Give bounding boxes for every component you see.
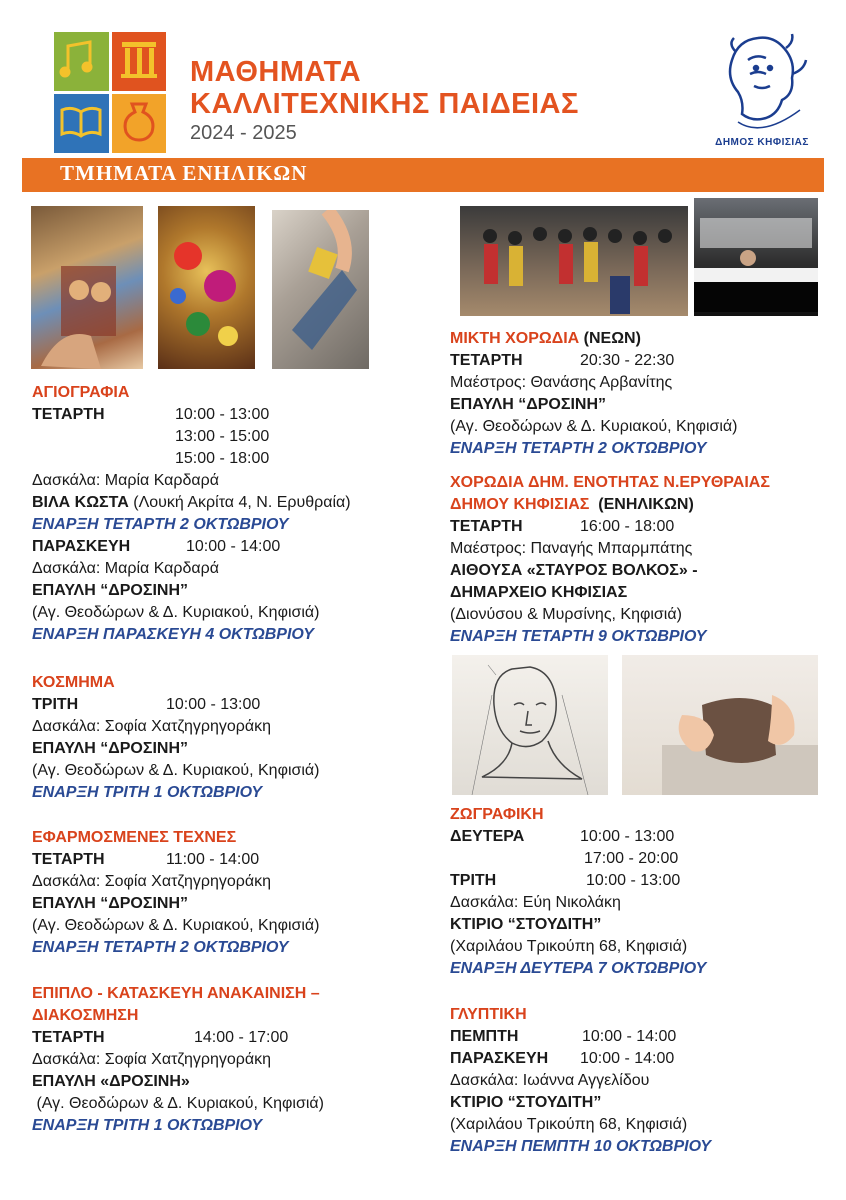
venue: ΒΙΛΑ ΚΩΣΤΑ [32,494,129,511]
applied-arts-photo [272,210,369,369]
time: 11:00 - 14:00 [166,851,260,868]
theatre-column-icon [112,32,167,91]
time: 17:00 - 20:00 [584,850,679,867]
day: ΤΕΤΑΡΤΗ [450,518,523,535]
day: ΔΕΥΤΕΡΑ [450,828,525,845]
time: 10:00 - 14:00 [186,538,281,555]
venue-address: (Αγ. Θεοδώρων & Δ. Κυριακού, Κηφισιά) [32,762,320,779]
maestro: Μαέστρος: Παναγής Μπαρμπάτης [450,540,693,557]
section-title: ΕΦΑΡΜΟΣΜΕΝΕΣ ΤΕΧΝΕΣ [32,829,237,846]
day: ΤΕΤΑΡΤΗ [32,851,105,868]
venue-cont: ΔΗΜΑΡΧΕΙΟ ΚΗΦΙΣΙΑΣ [450,584,628,601]
venue: ΕΠΑΥΛΗ “ΔΡΟΣΙΝΗ” [32,895,188,912]
music-notes-icon [54,32,109,91]
venue: ΕΠΑΥΛΗ “ΔΡΟΣΙΝΗ” [32,740,188,757]
start-date: ΕΝΑΡΞΗ ΤΕΤΑΡΤΗ 2 ΟΚΤΩΒΡΙΟΥ [450,440,707,457]
venue: ΚΤΙΡΙΟ “ΣΤΟΥΔΙΤΗ” [450,916,602,933]
start-date: ΕΝΑΡΞΗ ΠΑΡΑΣΚΕΥΗ 4 ΟΚΤΩΒΡΙΟΥ [32,626,314,643]
schedule-row [32,404,432,426]
time: 16:00 - 18:00 [580,518,675,535]
venue: ΕΠΑΥΛΗ “ΔΡΟΣΙΝΗ” [32,582,188,599]
time: 15:00 - 18:00 [175,450,270,467]
venue: ΕΠΑΥΛΗ “ΔΡΟΣΙΝΗ” [450,396,606,413]
title-line-1: ΜΑΘΗΜΑΤΑ [190,56,362,88]
section-xorodia [450,328,830,460]
maestro: Μαέστρος: Θανάσης Αρβανίτης [450,374,673,391]
municipality-name: ΔΗΜΟΣ ΚΗΦΙΣΙΑΣ [715,137,809,148]
section-title-cont: ΔΗΜΟΥ ΚΗΦΙΣΙΑΣ [450,496,590,513]
start-date: ΕΝΑΡΞΗ ΤΡΙΤΗ 1 ΟΚΤΩΒΡΙΟΥ [32,784,263,801]
schedule-row [32,849,432,871]
venue: ΑΙΘΟΥΣΑ «ΣΤΑΥΡΟΣ ΒΟΛΚΟΣ» - [450,562,698,579]
time: 10:00 - 14:00 [582,1028,677,1045]
day: ΠΑΡΑΣΚΕΥΗ [32,538,131,555]
section-xorodia-erythraia [450,472,830,648]
teacher: Δασκάλα: Σοφία Χατζηγρηγοράκη [32,1051,272,1068]
day: ΠΕΜΠΤΗ [450,1028,519,1045]
section-title: ΖΩΓΡΑΦΙΚΗ [450,806,544,823]
start-date: ΕΝΑΡΞΗ ΤΕΤΑΡΤΗ 9 ΟΚΤΩΒΡΙΟΥ [450,628,707,645]
day: ΠΑΡΑΣΚΕΥΗ [450,1050,549,1067]
iconography-photo [31,206,143,369]
teacher: Δασκάλα: Μαρία Καρδαρά [32,560,220,577]
schedule-row [450,1048,830,1070]
start-date: ΕΝΑΡΞΗ ΠΕΜΠΤΗ 10 ΟΚΤΩΒΡΙΟΥ [450,1138,712,1155]
teacher: Δασκάλα: Ιωάννα Αγγελίδου [450,1072,650,1089]
venue-address: (Διονύσου & Μυρσίνης, Κηφισιά) [450,606,682,623]
section-glyptiki [450,1004,830,1158]
title-line-2: ΚΑΛΛΙΤΕΧΝΙΚΗΣ ΠΑΙΔΕΙΑΣ [190,88,579,120]
venue-line [32,492,432,514]
municipality-seal-icon [708,30,816,152]
venue-address: (Αγ. Θεοδώρων & Δ. Κυριακού, Κηφισιά) [450,418,738,435]
schedule-row [32,426,432,448]
venue: ΕΠΑΥΛΗ «ΔΡΟΣΙΝΗ» [32,1073,190,1090]
schedule-row [32,536,432,558]
schedule-row [450,350,830,372]
teacher: Δασκάλα: Σοφία Χατζηγρηγοράκη [32,873,272,890]
teacher: Δασκάλα: Σοφία Χατζηγρηγοράκη [32,718,272,735]
section-title: ΕΠΙΠΛΟ - ΚΑΤΑΣΚΕΥΗ ΑΝΑΚΑΙΝΙΣΗ – [32,985,320,1002]
section-banner [22,158,824,192]
start-date: ΕΝΑΡΞΗ ΤΡΙΤΗ 1 ΟΚΤΩΒΡΙΟΥ [32,1117,263,1134]
schedule-row [450,870,830,892]
section-title-line [450,494,830,516]
time: 10:00 - 13:00 [166,696,261,713]
section-title: ΑΓΙΟΓΡΑΦΙΑ [32,384,130,401]
section-epiplo [32,983,432,1137]
page-title [190,56,579,120]
day: ΤΡΙΤΗ [450,872,497,889]
section-title: ΚΟΣΜΗΜΑ [32,674,115,691]
venue: ΚΤΙΡΙΟ “ΣΤΟΥΔΙΤΗ” [450,1094,602,1111]
section-title: ΓΛΥΠΤΙΚΗ [450,1006,527,1023]
section-title-suffix: (ΕΝΗΛΙΚΩΝ) [589,496,694,513]
section-title-cont: ΔΙΑΚΟΣΜΗΣΗ [32,1007,139,1024]
time: 10:00 - 13:00 [586,872,681,889]
schedule-row [32,694,432,716]
venue-address: (Αγ. Θεοδώρων & Δ. Κυριακού, Κηφισιά) [32,1095,324,1112]
schedule-row [450,826,830,848]
schedule-row [450,848,830,870]
time: 14:00 - 17:00 [194,1029,289,1046]
section-efarmosmenes [32,827,432,959]
vase-icon [112,94,167,153]
time: 10:00 - 14:00 [580,1050,675,1067]
piano-photo [694,198,818,316]
day: ΤΕΤΑΡΤΗ [450,352,523,369]
venue-address: (Αγ. Θεοδώρων & Δ. Κυριακού, Κηφισιά) [32,917,320,934]
school-year: 2024 - 2025 [190,122,297,144]
start-date: ΕΝΑΡΞΗ ΤΕΤΑΡΤΗ 2 ΟΚΤΩΒΡΙΟΥ [32,516,289,533]
choir-photo [460,206,688,316]
sculpture-photo [622,655,818,795]
time: 10:00 - 13:00 [580,828,675,845]
time: 20:30 - 22:30 [580,352,675,369]
time: 10:00 - 13:00 [175,406,270,423]
venue-address: (Λουκή Ακρίτα 4, Ν. Ερυθραία) [128,494,351,511]
section-zografiki [450,804,830,980]
schedule-row [450,1026,830,1048]
schedule-row [32,448,432,470]
section-agiografia [32,382,432,646]
section-title: ΜΙΚΤΗ ΧΟΡΩΔΙΑ [450,330,580,347]
open-book-icon [54,94,109,153]
jewelry-photo [158,206,255,369]
banner-title: ΤΜΗΜΑΤΑ ΕΝΗΛΙΚΩΝ [60,161,308,185]
section-title-line [450,328,830,350]
teacher: Δασκάλα: Μαρία Καρδαρά [32,472,220,489]
drawing-photo [452,655,608,795]
venue-address: (Χαριλάου Τρικούπη 68, Κηφισιά) [450,938,688,955]
day: ΤΕΤΑΡΤΗ [32,406,105,423]
section-title: ΧΟΡΩΔΙΑ ΔΗΜ. ΕΝΟΤΗΤΑΣ Ν.ΕΡΥΘΡΑΙΑΣ [450,474,770,491]
start-date: ΕΝΑΡΞΗ ΔΕΥΤΕΡΑ 7 ΟΚΤΩΒΡΙΟΥ [450,960,707,977]
schedule-row [32,1027,432,1049]
venue-address: (Χαριλάου Τρικούπη 68, Κηφισιά) [450,1116,688,1133]
venue-address: (Αγ. Θεοδώρων & Δ. Κυριακού, Κηφισιά) [32,604,320,621]
section-title-suffix: (ΝΕΩΝ) [579,330,641,347]
section-kosmima [32,672,432,804]
day: ΤΡΙΤΗ [32,696,79,713]
teacher: Δασκάλα: Εύη Νικολάκη [450,894,621,911]
program-logo [54,32,166,144]
schedule-row [450,516,830,538]
start-date: ΕΝΑΡΞΗ ΤΕΤΑΡΤΗ 2 ΟΚΤΩΒΡΙΟΥ [32,939,289,956]
day: ΤΕΤΑΡΤΗ [32,1029,105,1046]
time: 13:00 - 15:00 [175,428,270,445]
